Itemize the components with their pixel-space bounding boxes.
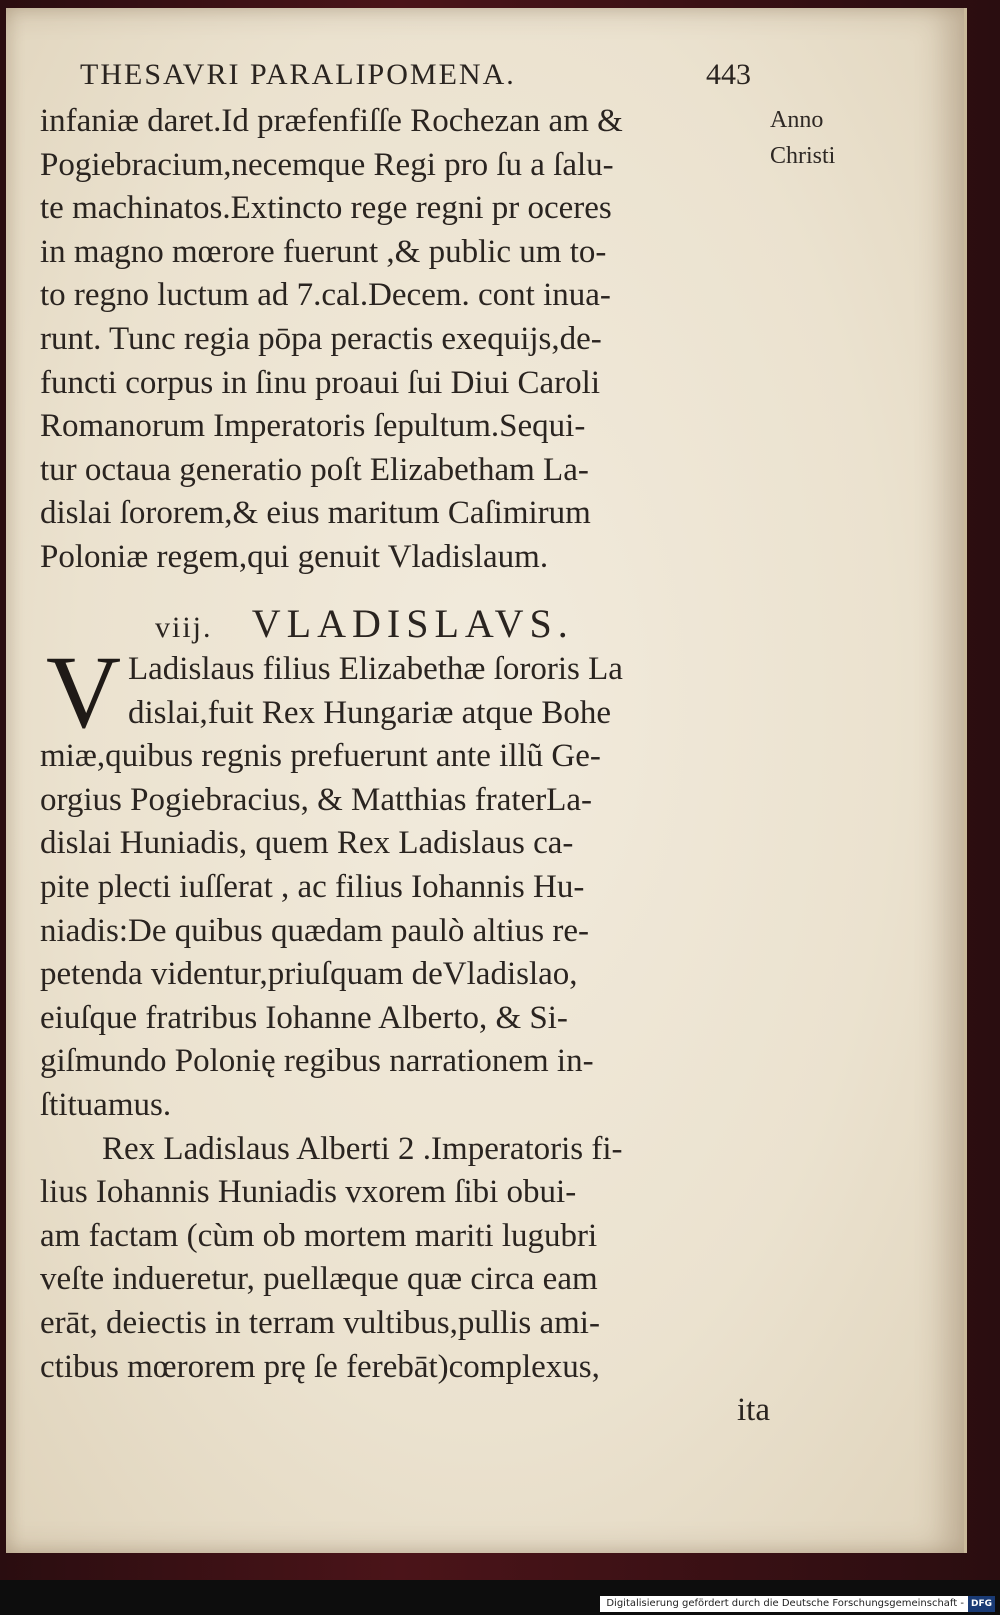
text-line: erāt, deiectis in terram vultibus,pullis ami-: [40, 1304, 600, 1341]
text-line: ctibus mœrorem prę ſe ferebāt)complexus,: [40, 1348, 600, 1385]
text-line: ſtituamus.: [40, 1086, 172, 1123]
dfg-logo: DFG: [968, 1596, 995, 1612]
chapter-heading: [155, 600, 755, 647]
text-line: in magno mœrore fuerunt ,& public um to-: [40, 233, 607, 270]
marginal-note-line: Christi: [770, 143, 836, 169]
text-line: tur octaua generatio poſt Elizabetham La-: [40, 451, 589, 488]
credit-text: Digitalisierung gefördert durch die Deutsche Forschungsgemeinschaft -: [606, 1598, 964, 1609]
text-line: functi corpus in ſinu proaui ſui Diui Caroli: [40, 364, 601, 401]
text-line: dislai,fuit Rex Hungariæ atque Bohe: [128, 694, 611, 731]
drop-cap-initial: V: [46, 635, 122, 750]
text-line: orgius Pogiebracius, & Matthias fraterLa-: [40, 781, 592, 818]
text-line: lius Iohannis Huniadis vxorem ſibi obui-: [40, 1174, 577, 1211]
text-line: miæ,quibus regnis prefuerunt ante illũ Ge-: [40, 738, 601, 775]
text-line: eiuſque fratribus Iohanne Alberto, & Si-: [40, 999, 568, 1036]
text-line: am factam (cùm ob mortem mariti lugubri: [40, 1217, 598, 1254]
body-text-chapter: [40, 635, 770, 1433]
text-line: Pogiebracium,necemque Regi pro ſu a ſalu-: [40, 146, 614, 183]
text-line: niadis:De quibus quædam paulò altius re-: [40, 912, 589, 949]
chapter-number: viij.: [155, 611, 213, 644]
text-line: veſte indueretur, puellæque quæ circa eam: [40, 1261, 598, 1298]
text-line: runt. Tunc regia pōpa peractis exequijs,de-: [40, 320, 602, 357]
catchword: ita: [737, 1392, 770, 1429]
text-line: Poloniæ regem,qui genuit Vladislaum.: [40, 538, 549, 575]
marginal-note-line: Anno: [770, 107, 824, 133]
chapter-title: VLADISLAVS.: [251, 601, 574, 646]
text-line: infaniæ daret.Id præfenfiſſe Rochezan am &: [40, 103, 623, 139]
text-line: Ladislaus filius Elizabethæ ſororis La: [128, 651, 623, 687]
text-line: dislai Huniadis, quem Rex Ladislaus ca-: [40, 825, 574, 862]
text-line: Rex Ladislaus Alberti 2 .Imperatoris fi-: [102, 1130, 623, 1167]
text-line: to regno luctum ad 7.cal.Decem. cont inua-: [40, 277, 611, 314]
digitization-credit: [600, 1596, 995, 1612]
text-line: te machinatos.Extincto rege regni pr oceres: [40, 190, 612, 227]
text-line: giſmundo Polonię regibus narrationem in-: [40, 1043, 594, 1080]
page-number: 443: [706, 58, 751, 91]
text-line: dislai ſororem,& eius maritum Caſimirum: [40, 495, 591, 532]
marginal-note: [770, 102, 880, 174]
text-line: petenda videntur,priuſquam deVladislao,: [40, 956, 578, 993]
text-line: pite plecti iuſſerat , ac filius Iohannis Hu-: [40, 868, 585, 905]
running-head: THESAVRI PARALIPOMENA.: [80, 58, 516, 91]
body-text-top: [40, 100, 770, 580]
text-line: Romanorum Imperatoris ſepultum.Sequi-: [40, 408, 586, 445]
